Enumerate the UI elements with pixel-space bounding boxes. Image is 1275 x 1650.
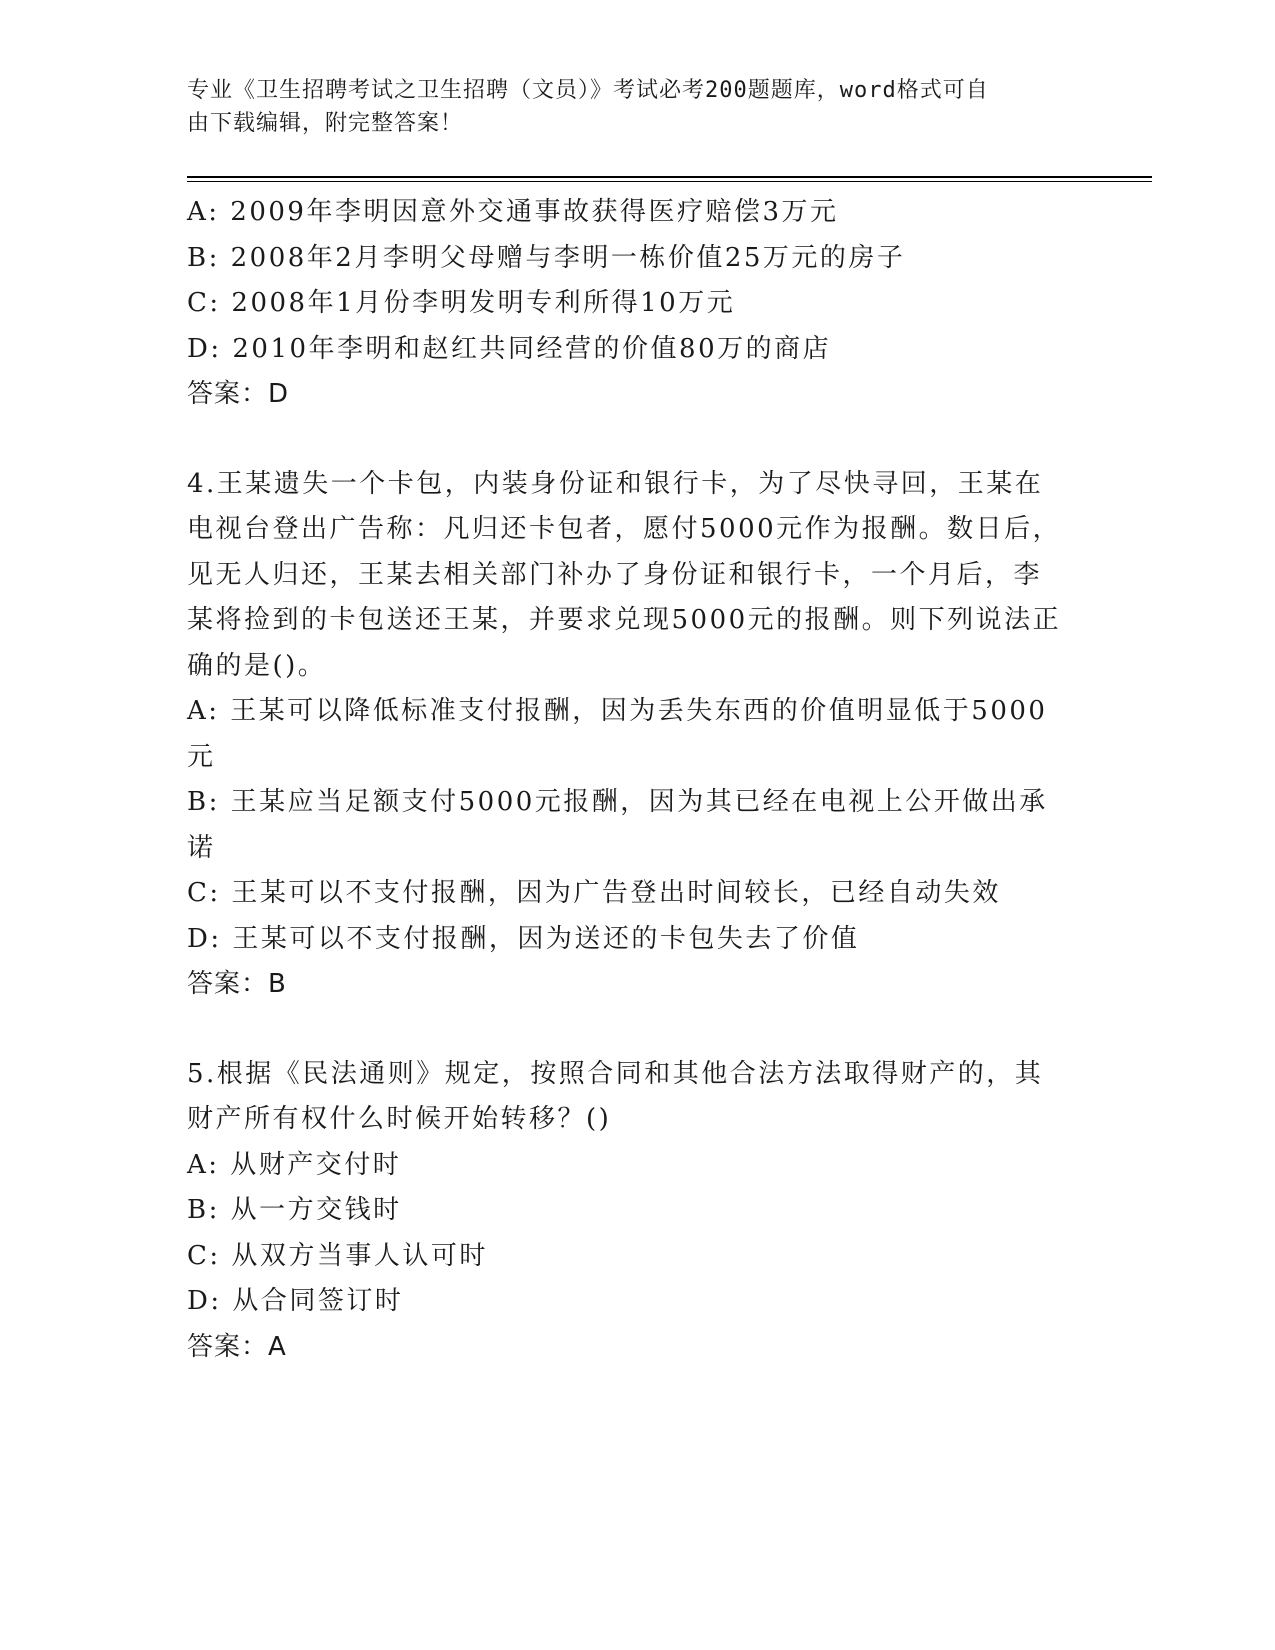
q4-stem-line-2: 电视台登出广告称：凡归还卡包者，愿付5000元作为报酬。数日后， bbox=[187, 514, 1062, 544]
header-line-2: 由下载编辑，附完整答案！ bbox=[187, 111, 464, 136]
q3-option-a: A: 2009年李明因意外交通事故获得医疗赔偿3万元 bbox=[187, 197, 839, 227]
question-4 bbox=[187, 462, 1087, 1008]
q4-option-c: C: 王某可以不支付报酬，因为广告登出时间较长，已经自动失效 bbox=[187, 878, 1001, 908]
spacer bbox=[187, 418, 1087, 462]
q3-option-c: C: 2008年1月份李明发明专利所得10万元 bbox=[187, 288, 736, 318]
q3-option-d: D: 2010年李明和赵红共同经营的价值80万的商店 bbox=[187, 333, 832, 364]
q5-option-a: A: 从财产交付时 bbox=[187, 1149, 402, 1180]
question-3 bbox=[187, 190, 1087, 418]
question-5 bbox=[187, 1052, 1087, 1371]
header-divider-thick bbox=[187, 176, 1152, 178]
q5-option-d: D: 从合同签订时 bbox=[187, 1286, 404, 1316]
q5-option-c: C: 从双方当事人认可时 bbox=[187, 1240, 488, 1271]
q4-option-a-line-1: A: 王某可以降低标准支付报酬，因为丢失东西的价值明显低于5000 bbox=[187, 696, 1048, 726]
q4-stem-line-4: 某将捡到的卡包送还王某，并要求兑现5000元的报酬。则下列说法正 bbox=[187, 605, 1062, 635]
q4-option-b-line-1: B: 王某应当足额支付5000元报酬，因为其已经在电视上公开做出承 bbox=[187, 787, 1048, 817]
q4-option-b-line-2: 诺 bbox=[187, 832, 216, 863]
q5-stem-line-2: 财产所有权什么时候开始转移？() bbox=[187, 1104, 612, 1134]
q4-stem-line-1: 4.王某遗失一个卡包，内装身份证和银行卡，为了尽快寻回，王某在 bbox=[187, 468, 1044, 499]
q4-option-a-line-2: 元 bbox=[187, 741, 216, 772]
header-line-1: 专业《卫生招聘考试之卫生招聘（文员）》考试必考200题题库，word格式可自 bbox=[187, 78, 989, 103]
q5-answer: 答案：A bbox=[187, 1331, 287, 1362]
q4-stem-line-5: 确的是()。 bbox=[187, 650, 327, 681]
header-divider-thin bbox=[187, 181, 1152, 182]
q4-stem-line-3: 见无人归还，王某去相关部门补办了身份证和银行卡，一个月后，李 bbox=[187, 559, 1043, 590]
q4-answer: 答案：B bbox=[187, 969, 287, 999]
q3-answer: 答案：D bbox=[187, 379, 290, 409]
spacer bbox=[187, 1008, 1087, 1052]
q5-stem-line-1: 5.根据《民法通则》规定，按照合同和其他合法方法取得财产的，其 bbox=[187, 1058, 1044, 1089]
document-header bbox=[187, 74, 1067, 140]
question-content bbox=[187, 190, 1087, 1370]
q3-option-b: B: 2008年2月李明父母赠与李明一栋价值25万元的房子 bbox=[187, 242, 906, 273]
q4-option-d: D: 王某可以不支付报酬，因为送还的卡包失去了价值 bbox=[187, 923, 860, 954]
q5-option-b: B: 从一方交钱时 bbox=[187, 1195, 402, 1225]
